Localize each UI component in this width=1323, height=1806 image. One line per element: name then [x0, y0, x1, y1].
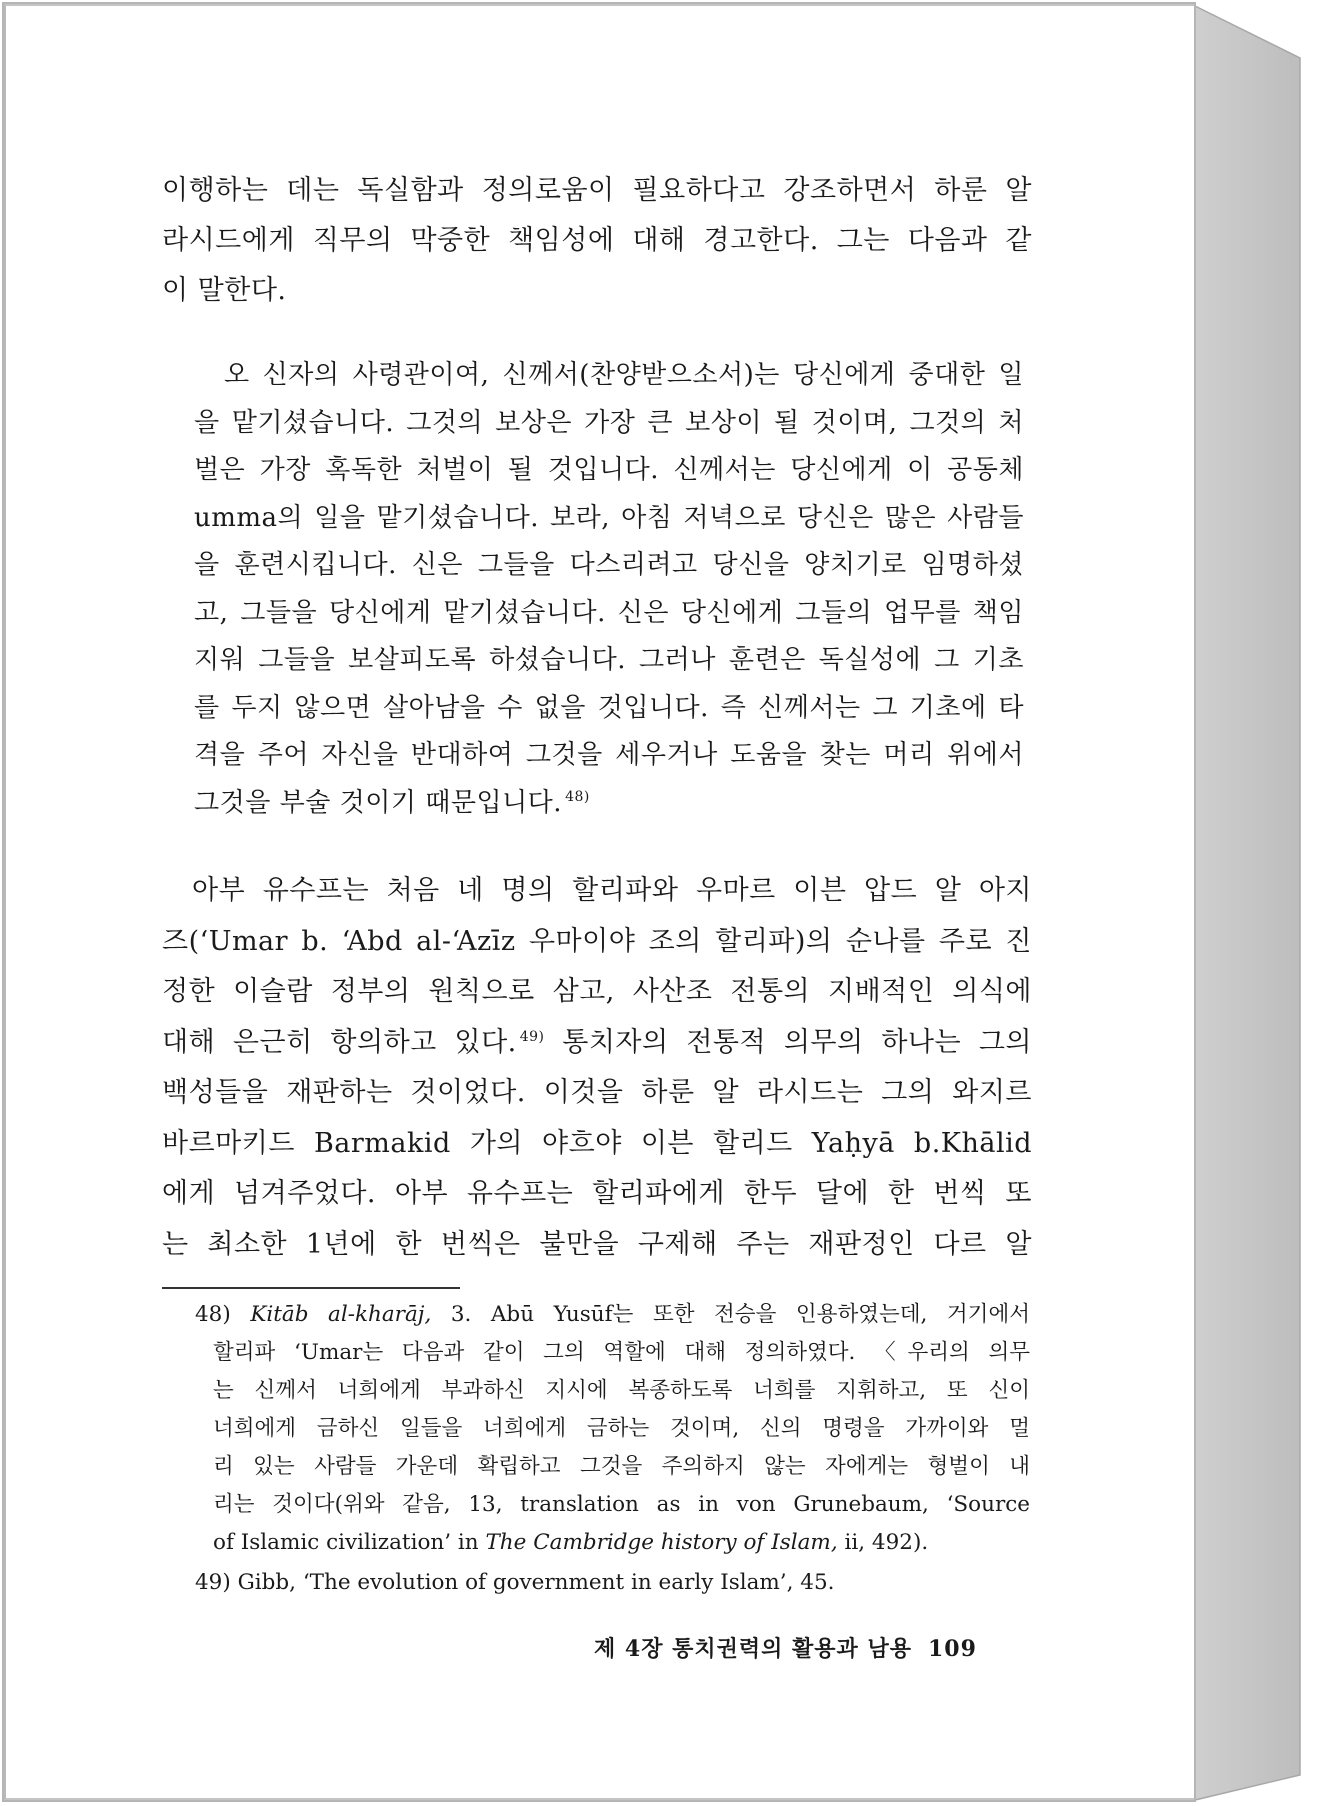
text-segment: 대해 은근히 항의하고 있다. [162, 1026, 517, 1058]
page-number: 109 [927, 1636, 977, 1662]
quote-line: 오 신자의 사령관이여, 신께서(찬양받으소서)는 당신에게 중대한 일 [224, 360, 1024, 390]
footnote-line: 너희에게 금하신 일들을 너희에게 금하는 것이며, 신의 명령을 가까이와 멀 [213, 1416, 1030, 1441]
text-line: 는 최소한 1년에 한 번씩은 불만을 구제해 주는 재판정인 다르 알 [162, 1228, 1032, 1260]
quote-line: 을 훈련시킵니다. 신은 그들을 다스리려고 당신을 양치기로 임명하셨 [194, 550, 1024, 580]
footnote-ref-49[interactable]: 49) [519, 1028, 545, 1045]
footnote-text: Gibb, ‘The evolution of government in early Islam’, 45. [237, 1570, 835, 1595]
quote-line: umma의 일을 맡기셨습니다. 보라, 아침 저녁으로 당신은 많은 사람들 [194, 502, 1024, 533]
quote-line: 고, 그들을 당신에게 맡기셨습니다. 신은 당신에게 그들의 업무를 책임 [194, 597, 1024, 628]
footnote-line [213, 1524, 1030, 1562]
book-title: The Cambridge history of Islam, [485, 1530, 838, 1555]
footnote-number: 48) [195, 1302, 231, 1327]
footnote-ref-48[interactable]: 48) [565, 788, 590, 805]
paragraph-intro [162, 166, 1032, 316]
text-segment: 통치자의 전통적 의무의 하나는 그의 [544, 1026, 1032, 1058]
text-line: 에게 넘겨주었다. 아부 유수프는 할리파에게 한두 달에 한 번씩 또 [162, 1178, 1032, 1209]
footnote-48 [195, 1296, 1030, 1562]
footnote-49 [195, 1564, 1030, 1602]
footnote-line: 리는 것이다(위와 같음, 13, translation as in von Grunebaum, ‘Source [213, 1492, 1030, 1517]
footnote-title: Kitāb al-kharāj, [250, 1302, 432, 1327]
text-line: 바르마키드 Barmakid 가의 야흐야 이븐 할리드 Yaḥyā b.Khālid [162, 1127, 1032, 1159]
footnote-line: 할리파 ‘Umar는 다음과 같이 그의 역할에 대해 정의하였다. 〈우리의 의무 [213, 1340, 1030, 1365]
footnotes [195, 1296, 1030, 1602]
text-line: 정한 이슬람 정부의 원칙으로 삼고, 사산조 전통의 지배적인 의식에 [162, 976, 1032, 1007]
text-line: 아부 유수프는 처음 네 명의 할리파와 우마르 이븐 압드 알 아지 [192, 875, 1032, 906]
footnote-line: 리 있는 사람들 가운데 확립하고 그것을 주의하지 않는 자에게는 형벌이 내 [213, 1454, 1030, 1479]
quote-line-last [194, 780, 1024, 828]
page-edge-shade [1195, 6, 1300, 1800]
footnote-line: 는 신께서 너희에게 부과하신 지시에 복종하도록 너희를 지휘하고, 또 신이 [213, 1378, 1030, 1403]
paragraph-abu-yusuf [162, 866, 1032, 1270]
footnote-line [195, 1296, 1030, 1334]
footnote-text: of Islamic civilization’ in [213, 1530, 486, 1555]
chapter-title: 제 4장 통치권력의 활용과 남용 [594, 1636, 912, 1662]
quote-line: 을 맡기셨습니다. 그것의 보상은 가장 큰 보상이 될 것이며, 그것의 처 [194, 407, 1024, 438]
footnote-line [195, 1564, 1030, 1602]
text-line-with-note [162, 1018, 1032, 1069]
text-line: 이 말한다. [162, 275, 287, 306]
quote-text: 그것을 부술 것이기 때문입니다. [194, 787, 563, 818]
footnote-divider [162, 1287, 460, 1289]
footnote-text: ii, 492). [837, 1530, 929, 1555]
text-line: 백성들을 재판하는 것이었다. 이것을 하룬 알 라시드는 그의 와지르 [162, 1077, 1032, 1108]
block-quote [194, 352, 1024, 827]
text-line: 즈(‘Umar b. ‘Abd al-‘Azīz 우마이야 조의 할리파)의 순나를 주로 진 [162, 925, 1032, 957]
quote-line: 지워 그들을 보살피도록 하셨습니다. 그러나 훈련은 독실성에 그 기초 [194, 645, 1024, 675]
quote-line: 격을 주어 자신을 반대하여 그것을 세우거나 도움을 찾는 머리 위에서 [194, 740, 1024, 770]
footnote-text: 3. Abū Yusūf는 또한 전승을 인용하였는데, 거기에서 [431, 1302, 1030, 1327]
quote-line: 를 두지 않으면 살아남을 수 없을 것입니다. 즉 신께서는 그 기초에 타 [194, 692, 1024, 723]
text-line: 라시드에게 직무의 막중한 책임성에 대해 경고한다. 그는 다음과 같 [162, 225, 1032, 256]
footnote-number: 49) [195, 1570, 231, 1595]
running-footer [594, 1632, 1004, 1663]
quote-line: 벌은 가장 혹독한 처벌이 될 것입니다. 신께서는 당신에게 이 공동체 [194, 455, 1024, 485]
text-line: 이행하는 데는 독실함과 정의로움이 필요하다고 강조하면서 하룬 알 [162, 175, 1032, 206]
